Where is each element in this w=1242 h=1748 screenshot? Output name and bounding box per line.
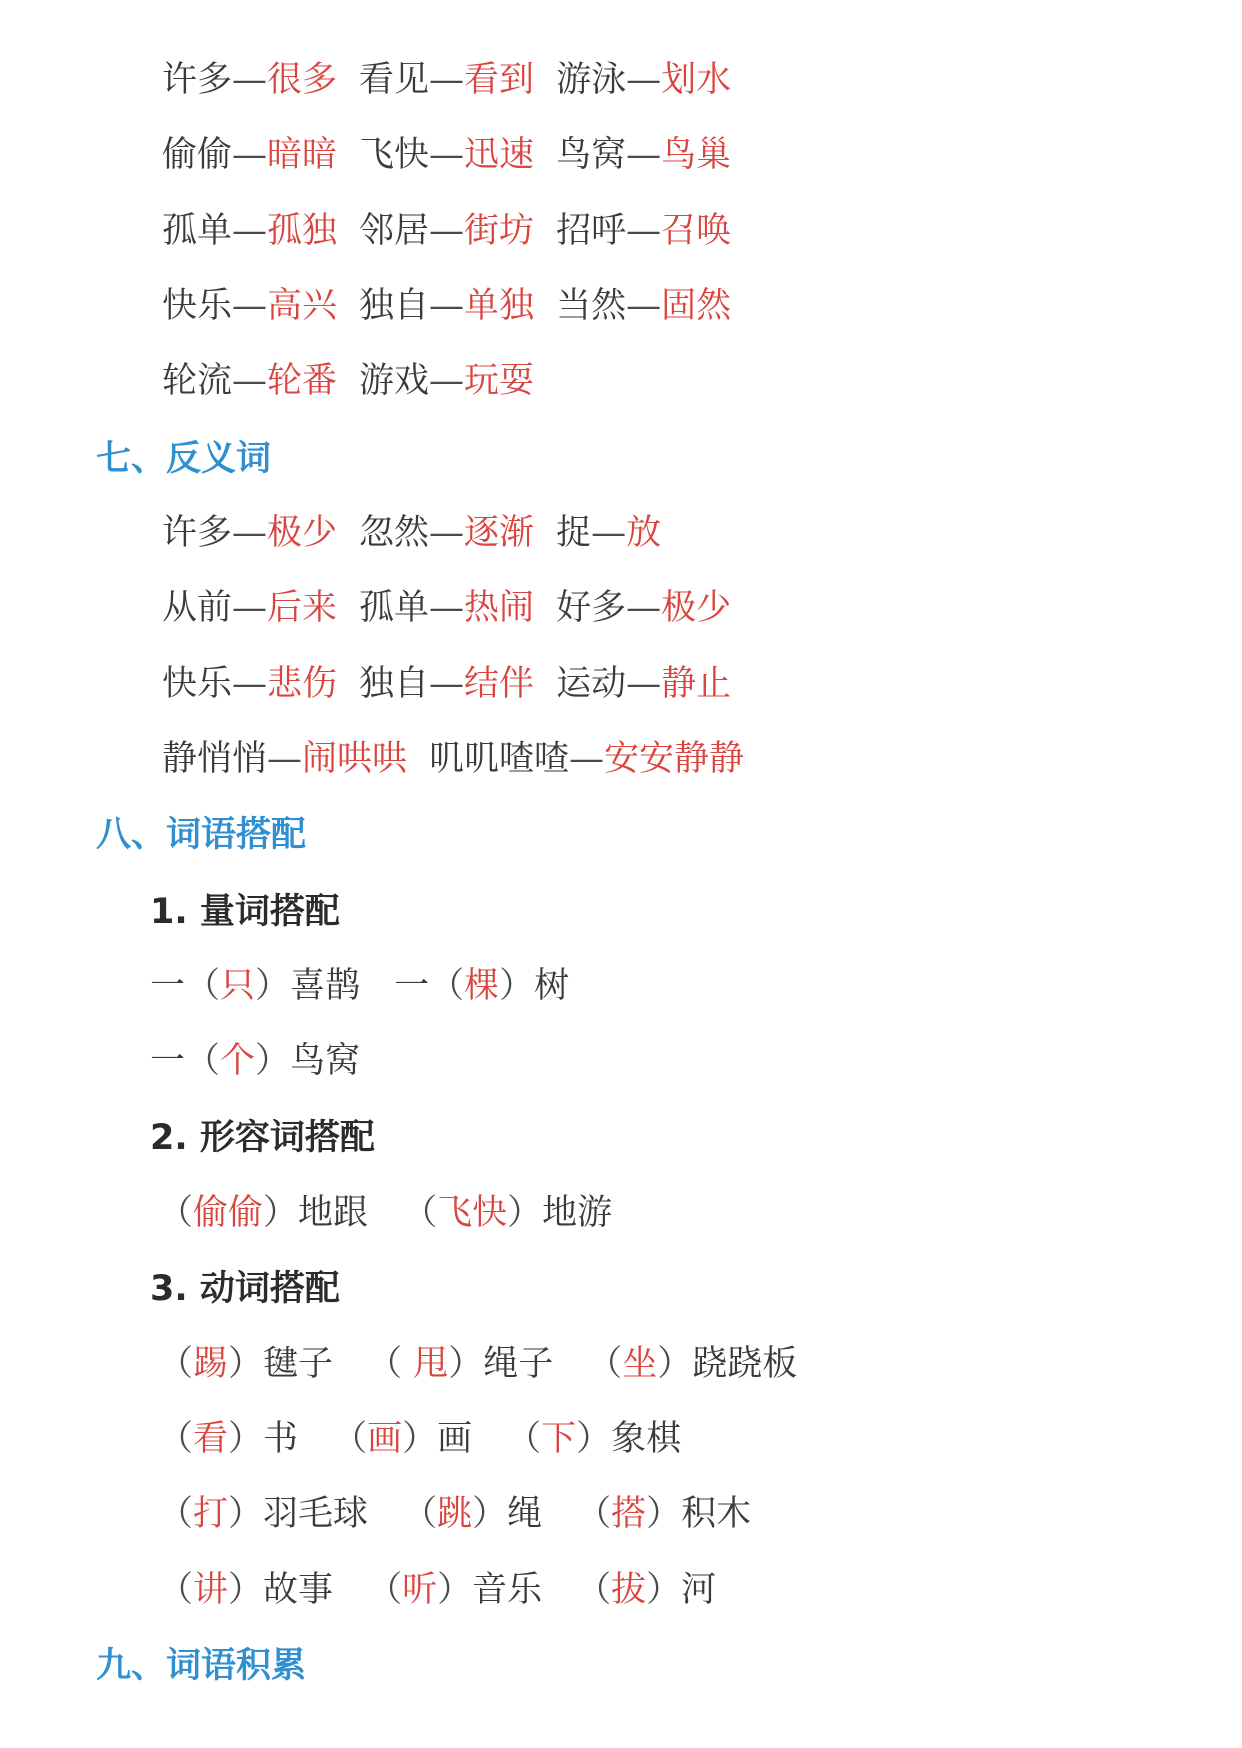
fill-in-row xyxy=(158,1492,751,1536)
answer-word: 玩耍 xyxy=(464,361,535,401)
answer-word: 召唤 xyxy=(661,211,732,251)
collocated-word: 跷跷板 xyxy=(692,1344,798,1384)
word-pair xyxy=(162,511,337,555)
answer-word: 逐渐 xyxy=(464,513,535,553)
dash-separator: — xyxy=(429,60,465,100)
close-paren: ） xyxy=(255,966,291,1006)
close-paren: ） xyxy=(499,966,535,1006)
close-paren: ） xyxy=(228,1570,264,1610)
fill-in-row xyxy=(158,1191,612,1235)
answer-word: 安安静静 xyxy=(604,739,745,779)
fill-in-item xyxy=(158,1568,333,1612)
word: 静悄悄 xyxy=(162,739,268,779)
collocated-word: 画 xyxy=(437,1419,473,1459)
answer-word: 极少 xyxy=(661,588,732,628)
open-paren: （ xyxy=(402,1193,438,1233)
dash-separator: — xyxy=(429,286,465,326)
fill-in-row xyxy=(158,1342,797,1386)
fill-in-item xyxy=(367,1342,553,1386)
word: 邻居 xyxy=(359,211,430,251)
word-pair xyxy=(556,58,731,102)
answer-word: 结伴 xyxy=(464,664,535,704)
answer-word: 街坊 xyxy=(464,211,535,251)
answer-word: 悲伤 xyxy=(267,664,338,704)
word-pair xyxy=(359,133,534,177)
word-pair xyxy=(162,209,337,253)
close-paren: ） xyxy=(576,1419,612,1459)
fill-in-row xyxy=(158,1417,681,1461)
word-pair xyxy=(162,284,337,328)
close-paren: ） xyxy=(263,1193,299,1233)
dash-separator: — xyxy=(626,588,662,628)
answer-word: 轮番 xyxy=(267,361,338,401)
answer-word: 看到 xyxy=(464,60,535,100)
dash-separator: — xyxy=(232,361,268,401)
close-paren: ） xyxy=(646,1494,682,1534)
fill-in-row xyxy=(150,1039,360,1083)
collocated-word: 书 xyxy=(263,1419,299,1459)
word: 游戏 xyxy=(359,361,430,401)
answer-word: 暗暗 xyxy=(267,135,338,175)
fill-in-item xyxy=(150,1039,360,1083)
answer-word: 下 xyxy=(541,1419,577,1459)
fill-in-item xyxy=(402,1191,612,1235)
open-paren: （ xyxy=(576,1494,612,1534)
answer-word: 听 xyxy=(402,1570,438,1610)
open-paren: （ xyxy=(158,1570,194,1610)
word-pair xyxy=(429,737,744,781)
answer-word: 静止 xyxy=(661,664,732,704)
close-paren: ） xyxy=(437,1570,473,1610)
word: 独自 xyxy=(359,664,430,704)
collocated-word: 绳 xyxy=(507,1494,543,1534)
subsection-title-verbs: 3. 动词搭配 xyxy=(150,1269,340,1309)
fill-in-item xyxy=(150,964,360,1008)
fill-in-item xyxy=(158,1417,298,1461)
word-pair xyxy=(556,662,731,706)
answer-word: 很多 xyxy=(267,60,338,100)
open-paren: （ xyxy=(185,1041,221,1081)
answer-word: 棵 xyxy=(464,966,500,1006)
word-pair xyxy=(556,586,731,630)
answer-word: 放 xyxy=(626,513,662,553)
open-paren: （ xyxy=(185,966,221,1006)
close-paren: ） xyxy=(448,1344,484,1384)
word-pair xyxy=(162,662,337,706)
dash-separator: — xyxy=(232,60,268,100)
collocated-word: 象棋 xyxy=(611,1419,682,1459)
word: 招呼 xyxy=(556,211,627,251)
dash-separator: — xyxy=(626,60,662,100)
word: 快乐 xyxy=(162,664,233,704)
answer-word: 热闹 xyxy=(464,588,535,628)
open-paren: （ xyxy=(332,1419,368,1459)
open-paren: （ xyxy=(402,1494,438,1534)
word-pair xyxy=(556,511,661,555)
close-paren: ） xyxy=(646,1570,682,1610)
word-pair xyxy=(556,284,731,328)
word-pair xyxy=(359,511,534,555)
dash-separator: — xyxy=(626,286,662,326)
collocated-word: 河 xyxy=(681,1570,717,1610)
fill-in-row xyxy=(150,964,569,1008)
word-pair-row xyxy=(162,511,661,555)
fill-in-item xyxy=(394,964,569,1008)
fill-in-item xyxy=(506,1417,681,1461)
word-pair xyxy=(359,209,534,253)
collocated-word: 树 xyxy=(534,966,570,1006)
collocated-word: 音乐 xyxy=(472,1570,543,1610)
word: 忽然 xyxy=(359,513,430,553)
section-title-collocations: 八、词语搭配 xyxy=(96,815,307,855)
dash-separator: — xyxy=(626,135,662,175)
word-pair xyxy=(162,586,337,630)
word-pair xyxy=(556,209,731,253)
fill-in-item xyxy=(587,1342,797,1386)
word-pair xyxy=(162,133,337,177)
word: 游泳 xyxy=(556,60,627,100)
answer-word: 搭 xyxy=(611,1494,647,1534)
collocated-word: 羽毛球 xyxy=(263,1494,369,1534)
collocated-word: 喜鹊 xyxy=(290,966,361,1006)
dash-separator: — xyxy=(626,211,662,251)
dash-separator: — xyxy=(569,739,605,779)
answer-word: 鸟巢 xyxy=(661,135,732,175)
answer-word: 跳 xyxy=(437,1494,473,1534)
collocated-word: 地游 xyxy=(542,1193,613,1233)
answer-word: 打 xyxy=(193,1494,229,1534)
answer-word: 甩 xyxy=(402,1344,449,1384)
word: 孤单 xyxy=(162,211,233,251)
word: 好多 xyxy=(556,588,627,628)
word-pair-row xyxy=(162,133,731,177)
open-paren: （ xyxy=(429,966,465,1006)
close-paren: ） xyxy=(657,1344,693,1384)
answer-word: 划水 xyxy=(661,60,732,100)
collocated-word: 地跟 xyxy=(298,1193,369,1233)
word-pair-row xyxy=(162,58,731,102)
collocated-word: 毽子 xyxy=(263,1344,334,1384)
open-paren: （ xyxy=(506,1419,542,1459)
close-paren: ） xyxy=(472,1494,508,1534)
open-paren: （ xyxy=(367,1344,403,1384)
dash-separator: — xyxy=(429,135,465,175)
answer-word: 迅速 xyxy=(464,135,535,175)
fill-in-item xyxy=(402,1492,542,1536)
answer-word: 踢 xyxy=(193,1344,229,1384)
dash-separator: — xyxy=(429,588,465,628)
dash-separator: — xyxy=(232,211,268,251)
answer-word: 偷偷 xyxy=(193,1193,264,1233)
answer-word: 闹哄哄 xyxy=(302,739,408,779)
fill-in-item xyxy=(158,1191,368,1235)
word: 看见 xyxy=(359,60,430,100)
word: 孤单 xyxy=(359,588,430,628)
collocated-word: 故事 xyxy=(263,1570,334,1610)
open-paren: （ xyxy=(587,1344,623,1384)
answer-word: 单独 xyxy=(464,286,535,326)
word-pair xyxy=(359,58,534,102)
subsection-title-adjectives: 2. 形容词搭配 xyxy=(150,1118,375,1158)
word-pair-row xyxy=(162,359,534,403)
close-paren: ） xyxy=(507,1193,543,1233)
word: 许多 xyxy=(162,60,233,100)
fill-in-item xyxy=(332,1417,472,1461)
word: 叽叽喳喳 xyxy=(429,739,570,779)
close-paren: ） xyxy=(228,1494,264,1534)
fill-in-item xyxy=(158,1492,368,1536)
collocated-word: 鸟窝 xyxy=(290,1041,361,1081)
close-paren: ） xyxy=(255,1041,291,1081)
answer-word: 个 xyxy=(220,1041,256,1081)
answer-word: 固然 xyxy=(661,286,732,326)
answer-word: 只 xyxy=(220,966,256,1006)
fill-in-item xyxy=(158,1342,333,1386)
word-pair-row xyxy=(162,586,731,630)
close-paren: ） xyxy=(402,1419,438,1459)
open-paren: （ xyxy=(576,1570,612,1610)
collocated-word: 积木 xyxy=(681,1494,752,1534)
section-title-antonyms: 七、反义词 xyxy=(96,439,272,479)
open-paren: （ xyxy=(158,1419,194,1459)
word: 偷偷 xyxy=(162,135,233,175)
fill-in-row xyxy=(158,1568,716,1612)
word: 从前 xyxy=(162,588,233,628)
answer-word: 后来 xyxy=(267,588,338,628)
dash-separator: — xyxy=(429,211,465,251)
fill-in-item xyxy=(367,1568,542,1612)
dash-separator: — xyxy=(232,135,268,175)
word-pair-row xyxy=(162,737,744,781)
answer-word: 飞快 xyxy=(437,1193,508,1233)
dash-separator: — xyxy=(232,286,268,326)
word-pair xyxy=(359,586,534,630)
answer-word: 讲 xyxy=(193,1570,229,1610)
answer-word: 高兴 xyxy=(267,286,338,326)
word: 捉 xyxy=(556,513,592,553)
collocated-word: 绳子 xyxy=(483,1344,554,1384)
fill-in-item xyxy=(576,1492,751,1536)
word-pair xyxy=(162,737,407,781)
fill-in-item xyxy=(576,1568,716,1612)
close-paren: ） xyxy=(228,1419,264,1459)
prefix-word: 一 xyxy=(150,1041,186,1081)
section-title-accumulation: 九、词语积累 xyxy=(96,1646,307,1686)
prefix-word: 一 xyxy=(150,966,186,1006)
answer-word: 看 xyxy=(193,1419,229,1459)
word: 当然 xyxy=(556,286,627,326)
open-paren: （ xyxy=(158,1344,194,1384)
dash-separator: — xyxy=(232,664,268,704)
word: 鸟窝 xyxy=(556,135,627,175)
word: 飞快 xyxy=(359,135,430,175)
word-pair-row xyxy=(162,209,731,253)
dash-separator: — xyxy=(429,664,465,704)
word-pair xyxy=(556,133,731,177)
word-pair-row xyxy=(162,662,731,706)
dash-separator: — xyxy=(429,513,465,553)
dash-separator: — xyxy=(626,664,662,704)
word-pair xyxy=(162,58,337,102)
answer-word: 画 xyxy=(367,1419,403,1459)
answer-word: 坐 xyxy=(622,1344,658,1384)
open-paren: （ xyxy=(158,1494,194,1534)
word-pair xyxy=(359,284,534,328)
dash-separator: — xyxy=(267,739,303,779)
word-pair xyxy=(359,662,534,706)
word: 快乐 xyxy=(162,286,233,326)
word: 独自 xyxy=(359,286,430,326)
dash-separator: — xyxy=(429,361,465,401)
open-paren: （ xyxy=(158,1193,194,1233)
word: 许多 xyxy=(162,513,233,553)
word-pair xyxy=(162,359,337,403)
subsection-title-measure-words: 1. 量词搭配 xyxy=(150,892,340,932)
close-paren: ） xyxy=(228,1344,264,1384)
dash-separator: — xyxy=(232,588,268,628)
open-paren: （ xyxy=(367,1570,403,1610)
word: 轮流 xyxy=(162,361,233,401)
answer-word: 拔 xyxy=(611,1570,647,1610)
word-pair-row xyxy=(162,284,731,328)
dash-separator: — xyxy=(591,513,627,553)
dash-separator: — xyxy=(232,513,268,553)
prefix-word: 一 xyxy=(394,966,430,1006)
answer-word: 孤独 xyxy=(267,211,338,251)
word-pair xyxy=(359,359,534,403)
answer-word: 极少 xyxy=(267,513,338,553)
word: 运动 xyxy=(556,664,627,704)
